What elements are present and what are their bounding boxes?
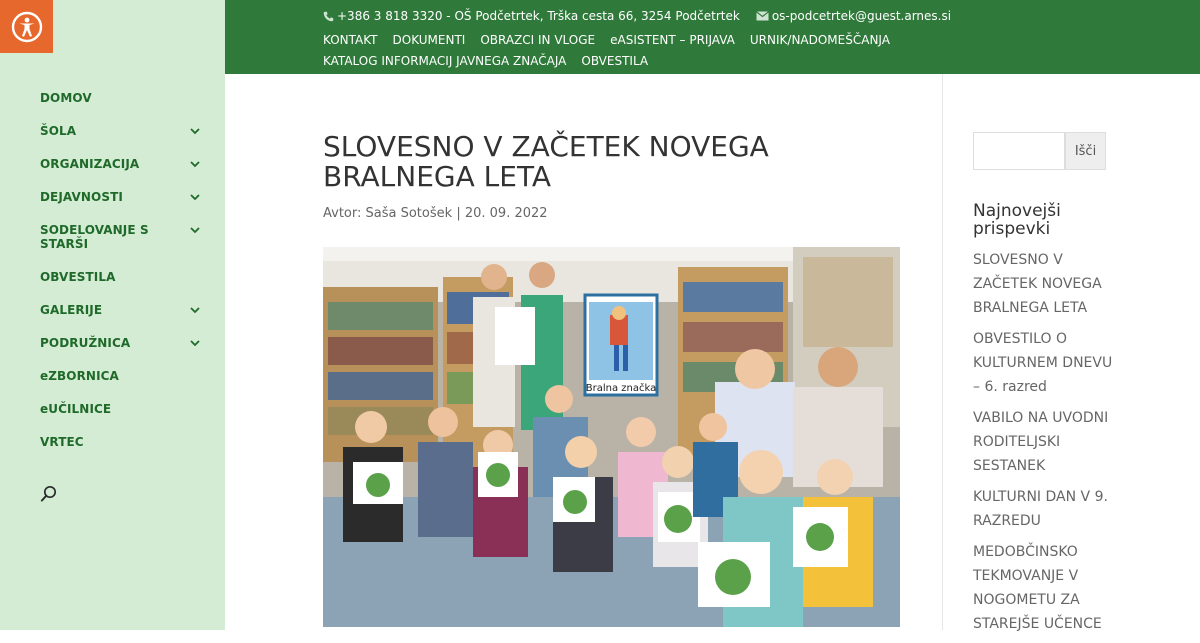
chevron-down-icon[interactable]: [187, 189, 203, 205]
recent-post-link[interactable]: MEDOBČINSKO TEKMOVANJE V NOGOMETU ZA STAREJŠE UČENCE: [973, 544, 1102, 632]
search-input[interactable]: [973, 132, 1065, 170]
chevron-down-icon[interactable]: [187, 302, 203, 318]
recent-post-link[interactable]: SLOVESNO V ZAČETEK NOVEGA BRALNEGA LETA: [973, 252, 1102, 316]
contact-line: [323, 9, 951, 23]
sidebar-item-label: DEJAVNOSTI: [40, 190, 123, 204]
search-icon[interactable]: [40, 485, 58, 503]
top-menu-katalog-informacij[interactable]: KATALOG INFORMACIJ JAVNEGA ZNAČAJA: [323, 54, 567, 68]
sidebar-item[interactable]: [40, 431, 215, 464]
chevron-down-icon[interactable]: [187, 335, 203, 351]
sidebar-item-label: ORGANIZACIJA: [40, 157, 140, 171]
top-menu-urnik-nadomescanja[interactable]: URNIK/NADOMEŠČANJA: [749, 33, 890, 47]
top-menu-easistent-prijava[interactable]: eASISTENT – PRIJAVA: [610, 33, 735, 47]
search-button[interactable]: Išči: [1065, 132, 1106, 170]
sidebar-item-label: OBVESTILA: [40, 270, 116, 284]
phone-icon: [323, 11, 334, 22]
top-menu: [323, 30, 963, 72]
top-menu-dokumenti[interactable]: DOKUMENTI: [392, 33, 466, 47]
sidebar-item-label: GALERIJE: [40, 303, 103, 317]
chevron-down-icon[interactable]: [187, 156, 203, 172]
sidebar-item[interactable]: [40, 299, 215, 332]
sidebar-item[interactable]: [40, 398, 215, 431]
sidebar-item[interactable]: [40, 266, 215, 299]
poster-text: Bralna značka: [585, 383, 657, 394]
author-link[interactable]: Saša Sotošek: [365, 206, 453, 221]
sidebar-item[interactable]: [40, 219, 215, 266]
accessibility-button[interactable]: [0, 0, 53, 53]
sidebar-item-label: VRTEC: [40, 435, 84, 449]
sidebar-item-label: DOMOV: [40, 91, 92, 105]
article-meta: [323, 206, 548, 221]
recent-post-link[interactable]: VABILO NA UVODNI RODITELJSKI SESTANEK: [973, 410, 1109, 474]
main-content: [225, 74, 942, 630]
sidebar-item[interactable]: [40, 186, 215, 219]
top-menu-kontakt[interactable]: KONTAKT: [323, 33, 378, 47]
recent-post-link[interactable]: OBVESTILO O KULTURNEM DNEVU – 6. razred: [973, 331, 1113, 395]
article-date: 20. 09. 2022: [464, 206, 548, 221]
content-divider: [942, 74, 943, 630]
chevron-down-icon[interactable]: [187, 123, 203, 139]
email-link[interactable]: os-podcetrtek@guest.arnes.si: [771, 9, 952, 23]
accessibility-icon: [11, 11, 43, 43]
chevron-down-icon[interactable]: [187, 222, 203, 238]
sidebar-item-label: eUČILNICE: [40, 402, 112, 416]
author-prefix: Avtor:: [323, 206, 362, 221]
recent-post-link[interactable]: KULTURNI DAN V 9. RAZREDU: [973, 489, 1108, 529]
top-menu-obrazci-in-vloge[interactable]: OBRAZCI IN VLOGE: [480, 33, 596, 47]
sidebar-item[interactable]: [40, 153, 215, 186]
top-menu-obvestila[interactable]: OBVESTILA: [581, 54, 649, 68]
main-nav: [40, 87, 215, 464]
email-icon: [756, 11, 769, 21]
sidebar-item-label: SODELOVANJE S STARŠI: [40, 223, 149, 251]
meta-separator: |: [456, 206, 461, 221]
sidebar-item-label: eZBORNICA: [40, 369, 119, 383]
sidebar-item[interactable]: [40, 120, 215, 153]
recent-posts-title: Najnovejši prispevki: [973, 201, 1061, 239]
top-bar: [225, 0, 1200, 74]
sidebar-item[interactable]: [40, 365, 215, 398]
sidebar-item-label: ŠOLA: [40, 124, 77, 138]
phone-address-text: +386 3 818 3320 - OŠ Podčetrtek, Trška cesta 66, 3254 Podčetrtek: [337, 9, 740, 23]
article-title: SLOVESNO V ZAČETEK NOVEGA BRALNEGA LETA: [323, 130, 769, 193]
sidebar-item-label: PODRUŽNICA: [40, 336, 131, 350]
article-photo: [323, 247, 900, 627]
sidebar-item[interactable]: [40, 87, 215, 120]
recent-posts-list: [973, 248, 1113, 643]
sidebar-item[interactable]: [40, 332, 215, 365]
left-sidebar: [0, 0, 225, 630]
